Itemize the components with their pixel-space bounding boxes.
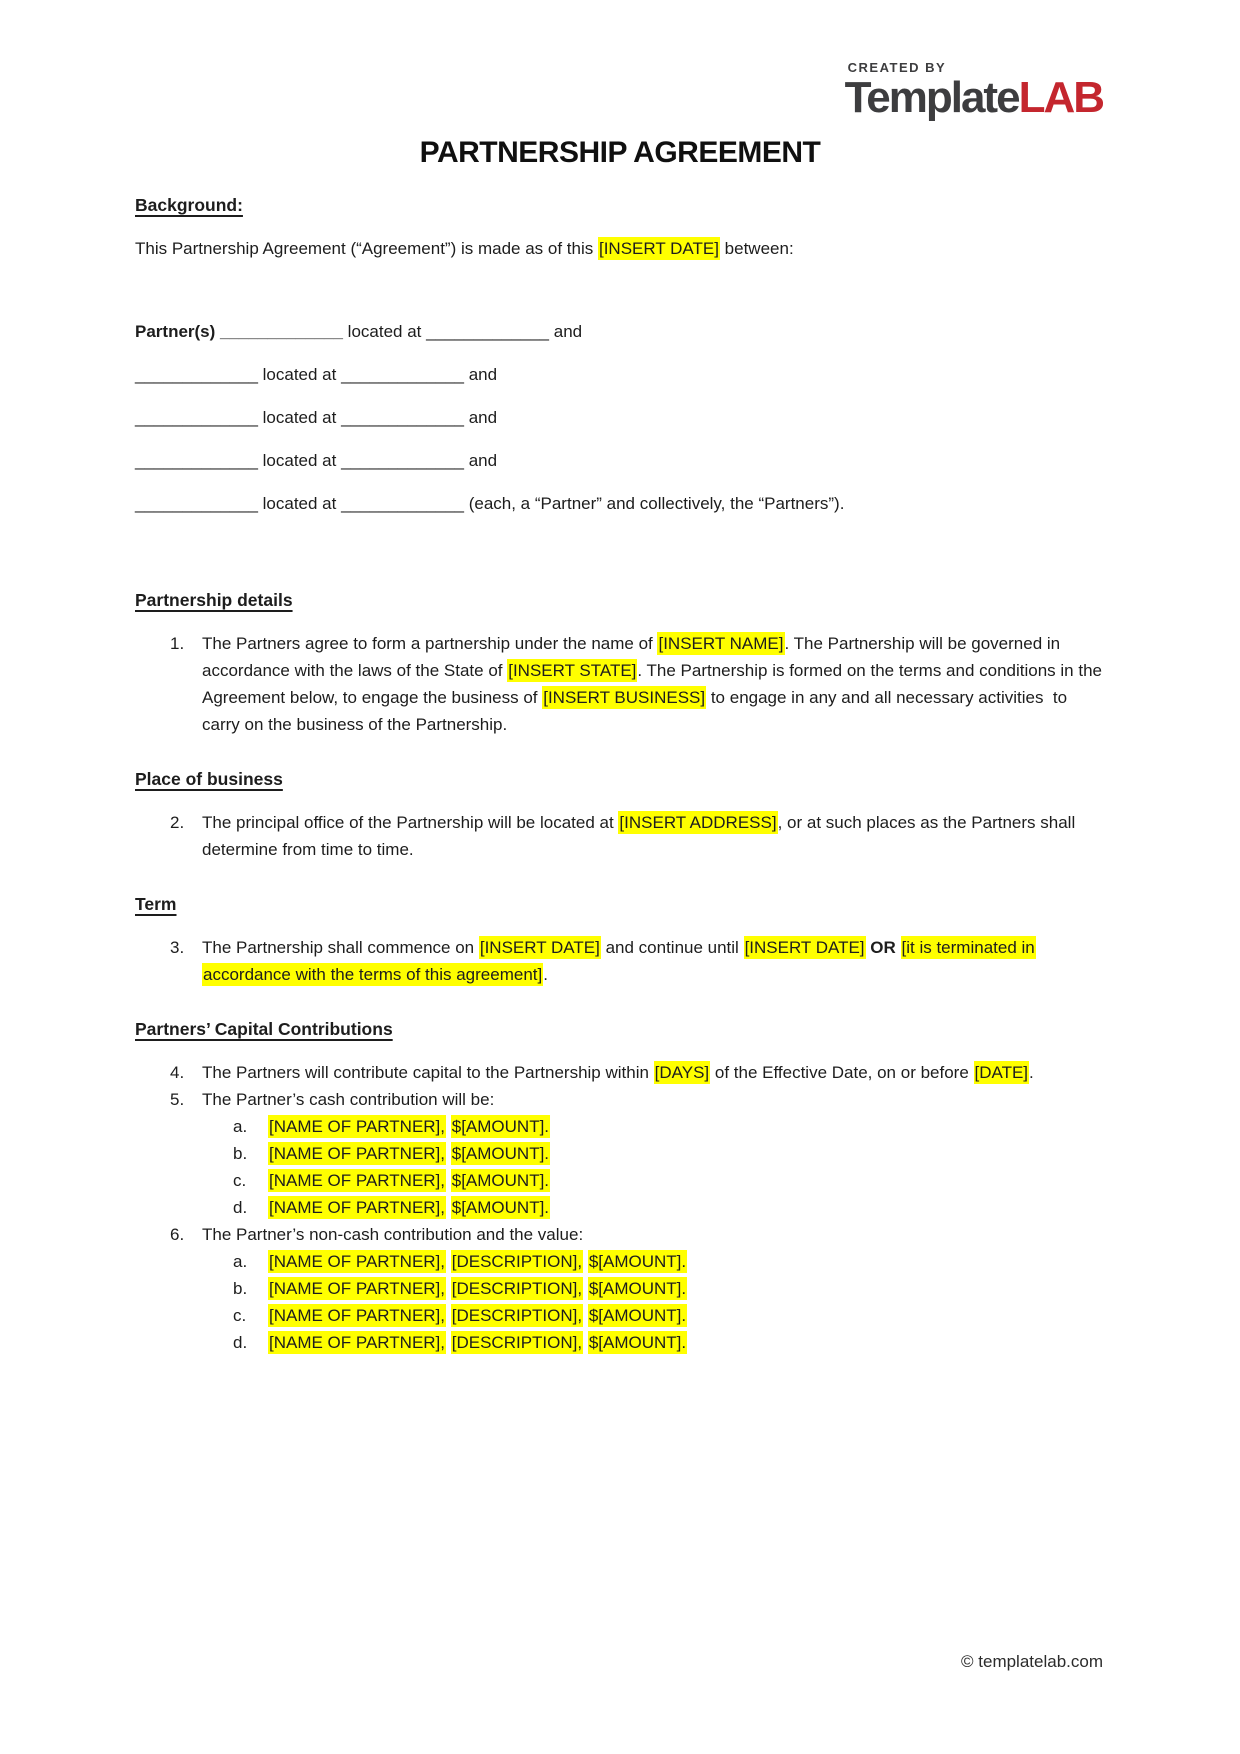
numbered-list-item bbox=[135, 1086, 1107, 1113]
list-item-text bbox=[268, 1248, 1107, 1275]
placeholder-highlight: $[AMOUNT]. bbox=[588, 1279, 687, 1298]
lettered-sub-item bbox=[135, 1194, 1107, 1221]
lettered-sub-item bbox=[135, 1167, 1107, 1194]
paragraph bbox=[135, 490, 1107, 517]
list-item-text bbox=[268, 1275, 1107, 1302]
text-run: of the Effective Date, on or before bbox=[710, 1063, 974, 1082]
section-heading: Partnership details bbox=[135, 590, 293, 610]
list-marker: 1. bbox=[170, 634, 185, 653]
logo-brand-accent-text: LAB bbox=[1018, 73, 1103, 122]
text-run: _____________ located at _____________ and bbox=[135, 451, 498, 470]
placeholder-highlight: $[AMOUNT]. bbox=[451, 1144, 550, 1163]
footer-copyright: © templatelab.com bbox=[961, 1652, 1103, 1671]
section-heading: Term bbox=[135, 894, 177, 914]
vertical-spacer bbox=[135, 278, 1107, 318]
text-run: This Partnership Agreement (“Agreement”) is made as of this bbox=[135, 239, 598, 258]
list-item-text bbox=[202, 934, 1107, 988]
placeholder-highlight: [NAME OF PARTNER], bbox=[269, 1279, 446, 1298]
list-marker: 3. bbox=[170, 938, 185, 957]
text-run: and continue until bbox=[600, 938, 744, 957]
list-item-text bbox=[268, 1113, 1107, 1140]
placeholder-highlight: [INSERT DATE] bbox=[479, 938, 600, 957]
list-marker: b. bbox=[233, 1144, 248, 1163]
placeholder-highlight: [INSERT ADDRESS] bbox=[619, 813, 777, 832]
section-heading: Place of business bbox=[135, 769, 283, 789]
text-run: _____________ located at _____________ and bbox=[135, 365, 498, 384]
paragraph bbox=[135, 404, 1107, 431]
placeholder-highlight: $[AMOUNT]. bbox=[588, 1333, 687, 1352]
text-run: Partner(s) _____________ bbox=[135, 322, 343, 341]
page-title: PARTNERSHIP AGREEMENT bbox=[419, 136, 821, 169]
placeholder-highlight: [NAME OF PARTNER], bbox=[269, 1171, 446, 1190]
list-marker: a. bbox=[233, 1252, 248, 1271]
text-run: , or at such places as the Partners shall determine from time to time. bbox=[202, 813, 1076, 859]
text-run: to engage in any and all necessary activities to carry on the business of the Partnership. bbox=[202, 688, 1068, 734]
placeholder-highlight: [INSERT DATE] bbox=[744, 938, 865, 957]
placeholder-highlight: $[AMOUNT]. bbox=[588, 1306, 687, 1325]
placeholder-highlight: [INSERT STATE] bbox=[508, 661, 637, 680]
list-marker: 4. bbox=[170, 1063, 185, 1082]
list-marker: 5. bbox=[170, 1090, 185, 1109]
placeholder-highlight: $[AMOUNT]. bbox=[588, 1252, 687, 1271]
list-item-text bbox=[202, 630, 1107, 738]
lettered-sub-item bbox=[135, 1248, 1107, 1275]
text-run: The Partners will contribute capital to the Partnership within bbox=[202, 1063, 654, 1082]
lettered-sub-item bbox=[135, 1275, 1107, 1302]
placeholder-highlight: [NAME OF PARTNER], bbox=[269, 1252, 446, 1271]
placeholder-highlight: [it is terminated in accordance with the terms of this agreement] bbox=[203, 938, 1035, 984]
numbered-list-item bbox=[135, 934, 1107, 988]
list-item-text bbox=[202, 809, 1107, 863]
logo-brand-text: Template bbox=[844, 73, 1019, 122]
logo-wordmark bbox=[845, 75, 1103, 121]
list-item-text bbox=[268, 1140, 1107, 1167]
paragraph bbox=[135, 235, 1107, 262]
list-item-text bbox=[202, 1059, 1107, 1086]
text-run: The Partnership shall commence on bbox=[202, 938, 479, 957]
lettered-sub-item bbox=[135, 1329, 1107, 1356]
placeholder-highlight: [DESCRIPTION], bbox=[451, 1306, 583, 1325]
text-run: The Partner’s non-cash contribution and the value: bbox=[202, 1225, 584, 1244]
templatelab-logo bbox=[845, 60, 1103, 121]
vertical-spacer bbox=[135, 533, 1107, 559]
document-blocks bbox=[135, 192, 1107, 1356]
placeholder-highlight: [DESCRIPTION], bbox=[451, 1252, 583, 1271]
lettered-sub-item bbox=[135, 1302, 1107, 1329]
placeholder-highlight: [INSERT DATE] bbox=[598, 239, 719, 258]
text-run: _____________ located at _____________ (each, a “Partner” and collectively, the “Partners”). bbox=[135, 494, 845, 513]
list-marker: 6. bbox=[170, 1225, 185, 1244]
placeholder-highlight: [DATE] bbox=[974, 1063, 1029, 1082]
placeholder-highlight: [NAME OF PARTNER], bbox=[269, 1306, 446, 1325]
text-run: The principal office of the Partnership will be located at bbox=[202, 813, 619, 832]
text-run bbox=[896, 938, 901, 957]
placeholder-highlight: $[AMOUNT]. bbox=[451, 1198, 550, 1217]
list-marker: b. bbox=[233, 1279, 248, 1298]
placeholder-highlight: [NAME OF PARTNER], bbox=[269, 1333, 446, 1352]
paragraph bbox=[135, 318, 1107, 345]
list-marker: d. bbox=[233, 1333, 248, 1352]
text-run: . bbox=[543, 965, 548, 984]
placeholder-highlight: [DESCRIPTION], bbox=[451, 1279, 583, 1298]
section-heading: Background: bbox=[135, 195, 243, 215]
list-marker: c. bbox=[233, 1171, 247, 1190]
numbered-list-item bbox=[135, 809, 1107, 863]
placeholder-highlight: [NAME OF PARTNER], bbox=[269, 1198, 446, 1217]
section-heading: Partners’ Capital Contributions bbox=[135, 1019, 393, 1039]
list-item-text bbox=[268, 1194, 1107, 1221]
placeholder-highlight: [DAYS] bbox=[654, 1063, 710, 1082]
numbered-list-item bbox=[135, 1221, 1107, 1248]
list-item-text bbox=[268, 1329, 1107, 1356]
text-run: The Partners agree to form a partnership under the name of bbox=[202, 634, 658, 653]
list-marker: a. bbox=[233, 1117, 248, 1136]
placeholder-highlight: [INSERT BUSINESS] bbox=[543, 688, 706, 707]
numbered-list-item bbox=[135, 1059, 1107, 1086]
paragraph bbox=[135, 361, 1107, 388]
placeholder-highlight: [INSERT NAME] bbox=[658, 634, 784, 653]
text-run: between: bbox=[719, 239, 794, 258]
placeholder-highlight: $[AMOUNT]. bbox=[451, 1117, 550, 1136]
list-marker: c. bbox=[233, 1306, 247, 1325]
placeholder-highlight: $[AMOUNT]. bbox=[451, 1171, 550, 1190]
text-run: _____________ located at _____________ and bbox=[135, 408, 498, 427]
list-marker: 2. bbox=[170, 813, 185, 832]
placeholder-highlight: [NAME OF PARTNER], bbox=[269, 1144, 446, 1163]
numbered-list-item bbox=[135, 630, 1107, 738]
list-marker: d. bbox=[233, 1198, 248, 1217]
placeholder-highlight: [DESCRIPTION], bbox=[451, 1333, 583, 1352]
lettered-sub-item bbox=[135, 1113, 1107, 1140]
logo-created-by-label: CREATED BY bbox=[847, 60, 947, 75]
list-item-text bbox=[268, 1302, 1107, 1329]
text-run: . The Partnership will be governed in accordance with the laws of the State of bbox=[202, 634, 1061, 680]
list-item-text bbox=[202, 1221, 1107, 1248]
text-run: . The Partnership is formed on the terms and conditions in the Agreement below, to engage the business of bbox=[202, 661, 1102, 707]
paragraph bbox=[135, 447, 1107, 474]
placeholder-highlight: [NAME OF PARTNER], bbox=[269, 1117, 446, 1136]
text-run: OR bbox=[870, 938, 896, 957]
text-run: located at _____________ and bbox=[342, 322, 583, 341]
lettered-sub-item bbox=[135, 1140, 1107, 1167]
list-item-text bbox=[268, 1167, 1107, 1194]
text-run: . bbox=[1029, 1063, 1034, 1082]
text-run: The Partner’s cash contribution will be: bbox=[202, 1090, 495, 1109]
list-item-text bbox=[202, 1086, 1107, 1113]
